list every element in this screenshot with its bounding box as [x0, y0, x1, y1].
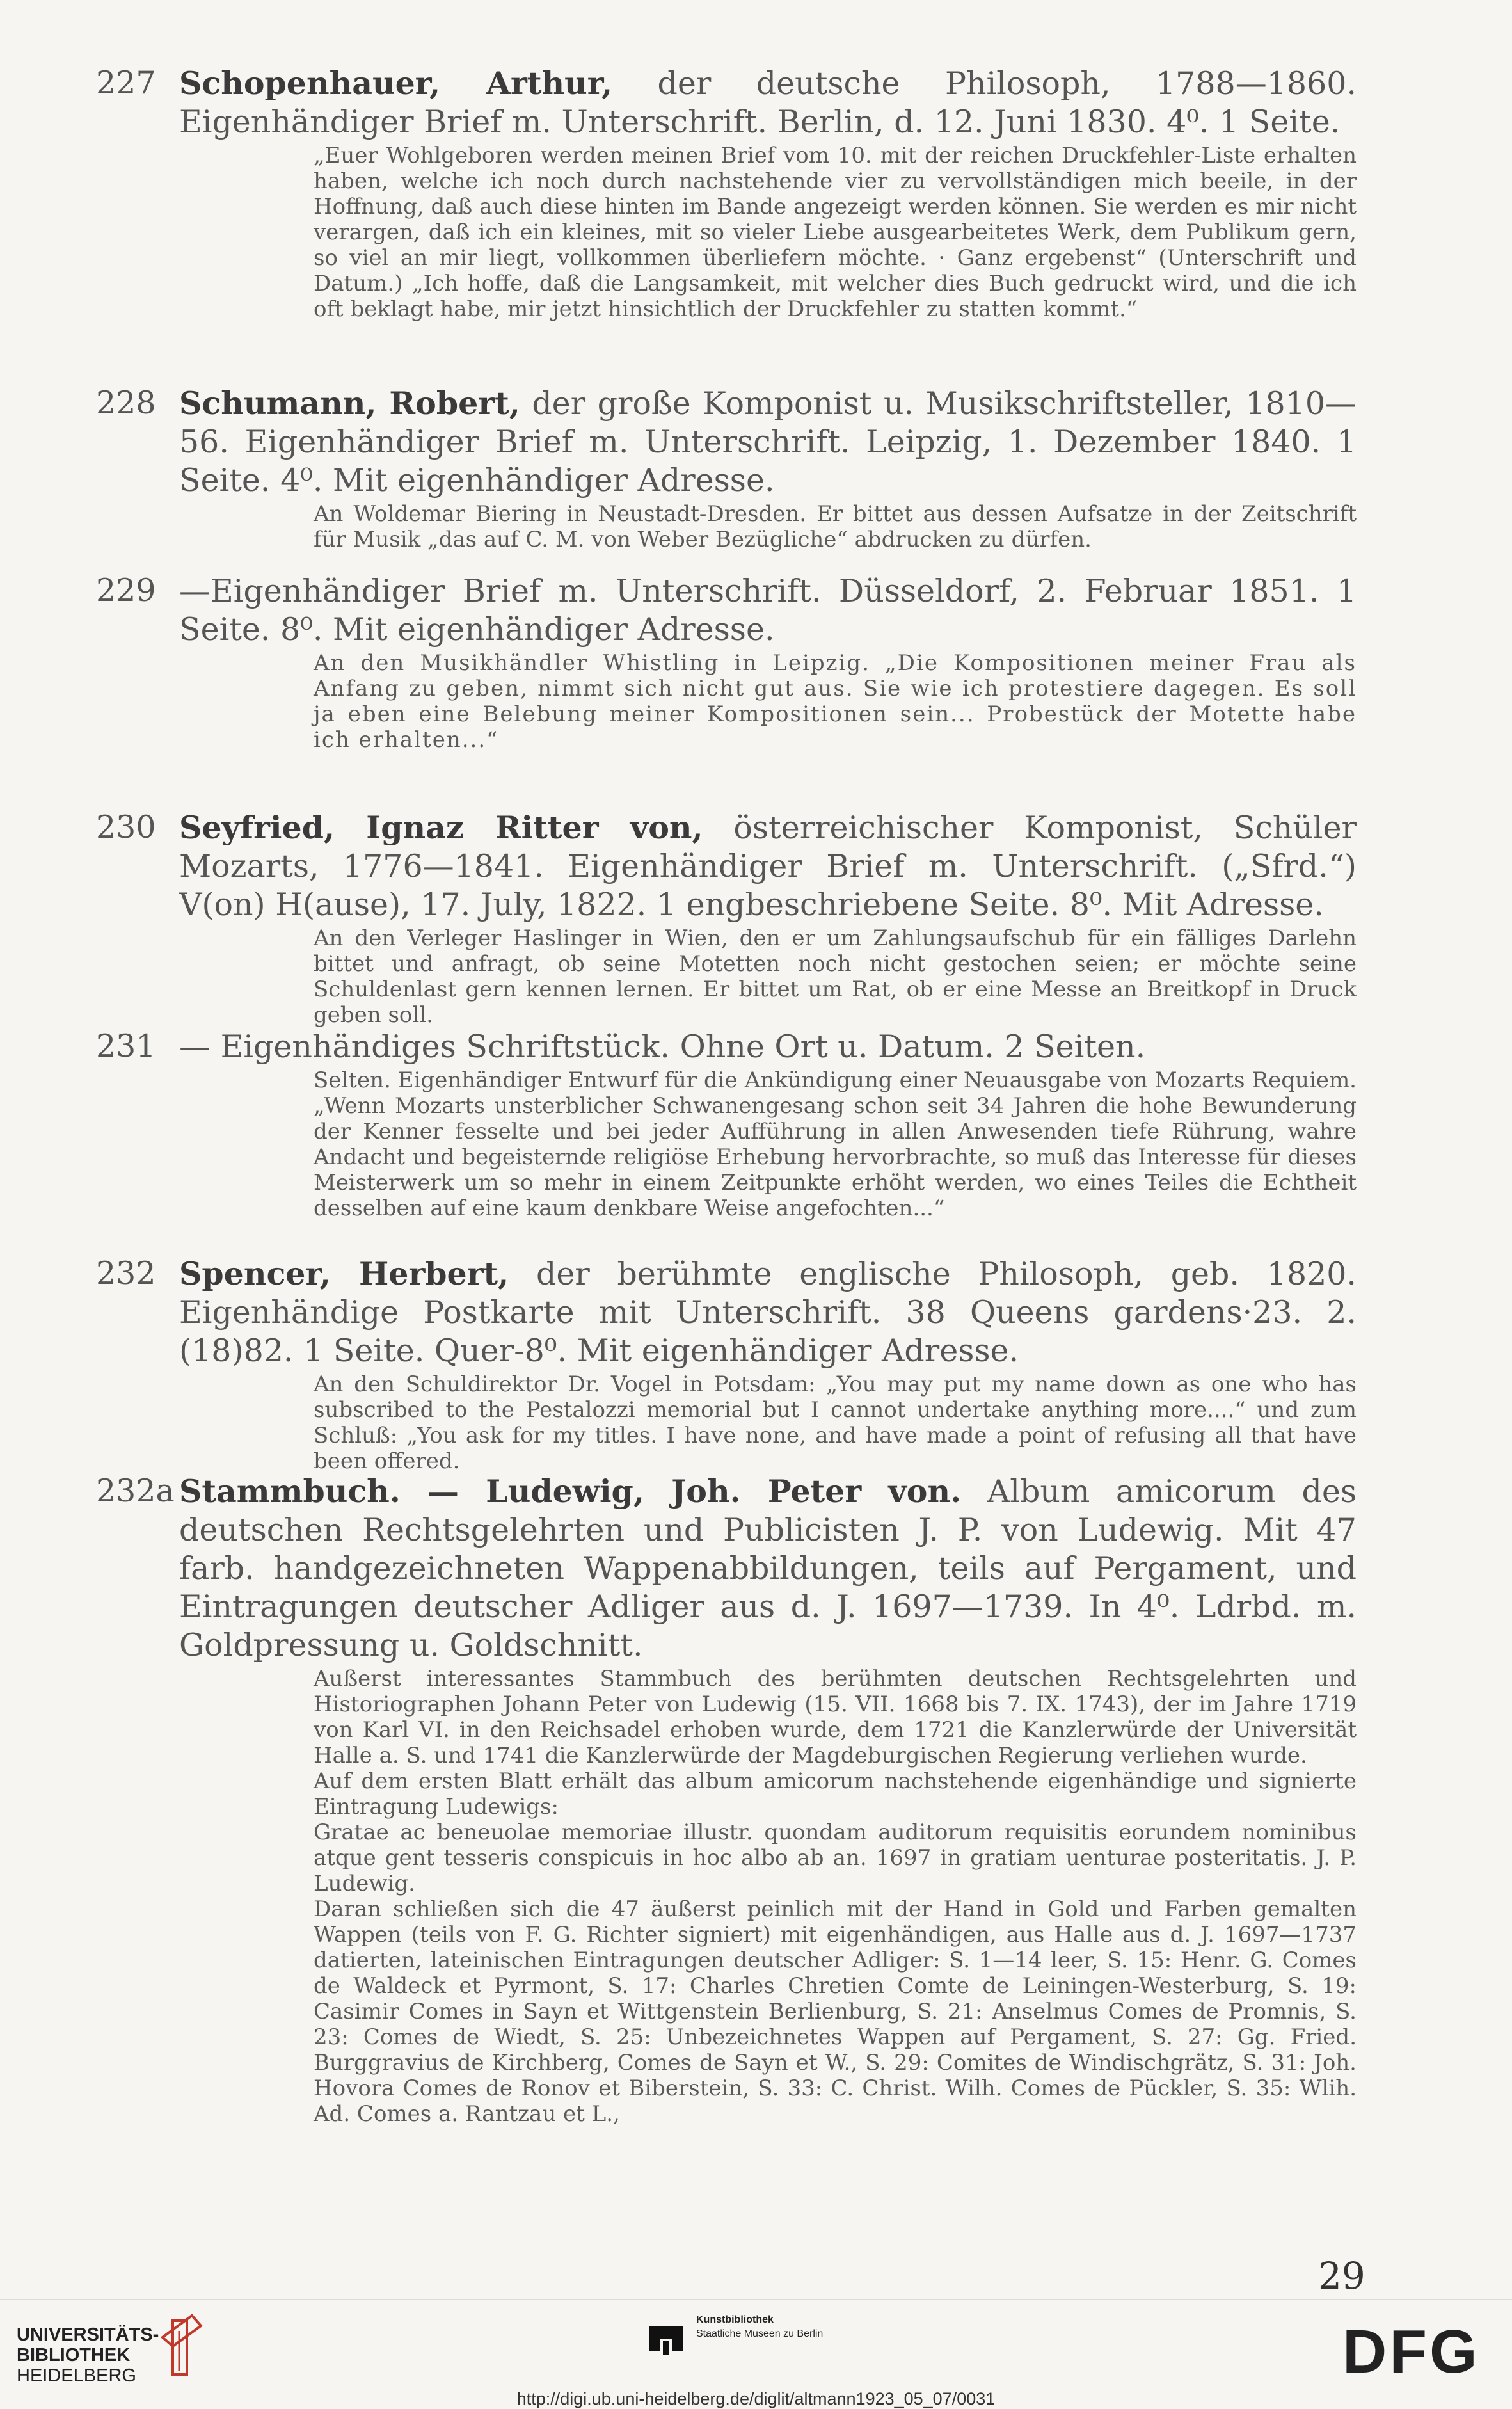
catalog-entry-232: [96, 1254, 1357, 1474]
footer-divider: [0, 2299, 1512, 2300]
entry-description: An Woldemar Biering in Neustadt-Dresden. Er bittet aus dessen Aufsatze in der Zeitschrift für Musik „das auf C. M. von Weber Bezügliche“ abdrucken zu dürfen.: [314, 501, 1357, 552]
entry-title: Album amicorum des deutschen Rechtsgelehrten und Publicisten J. P. von Ludewig. Mit 47 farb. handgezeichneten Wappenabbildungen, teils auf Pergament, und Eintragungen deutscher Adliger aus d. J. 1697—1739. In 4⁰. Ldrbd. m. Goldpressung u. Goldschnitt.: [179, 1473, 1357, 1663]
entry-title: österreichischer Komponist, Schüler Mozarts, 1776—1841. Eigenhändiger Brief m. Unterschrift. („Sfrd.“) V(on) H(ause), 17. July, 1822. 1 engbeschriebene Seite. 8⁰. Mit Adresse.: [179, 810, 1357, 923]
entry-heading: [179, 64, 1357, 141]
entry-heading: [179, 1027, 1357, 1066]
catalog-entry-227: [96, 64, 1357, 322]
entry-number: 232: [96, 1255, 156, 1292]
entry-number: 230: [96, 809, 156, 845]
page-number: 29: [1318, 2254, 1365, 2298]
entry-number: 231: [96, 1028, 156, 1064]
catalog-entry-232a: [96, 1472, 1357, 2127]
entry-title: der deutsche Philosoph, 1788—1860. Eigenhändiger Brief m. Unterschrift. Berlin, d. 12. Juni 1830. 4⁰. 1 Seite.: [179, 65, 1357, 140]
entry-name: Seyfried, Ignaz Ritter von,: [179, 809, 703, 846]
catalog-entry-229: [96, 572, 1357, 753]
entry-description: [314, 1666, 1357, 2127]
entry-number: 232a: [96, 1473, 175, 1509]
entry-number: 228: [96, 385, 156, 421]
description-paragraph: Gratae ac beneuolae memoriae illustr. quondam auditorum requisitis eorundem nominibus atque gent tesseris conspicuis in hoc albo ab an. 1697 in gratiam uenturae posteritatis. J. P. Ludewig.: [314, 1820, 1357, 1896]
catalog-entry-231: [96, 1027, 1357, 1221]
entry-heading: [179, 808, 1357, 924]
entry-name: Spencer, Herbert,: [179, 1255, 509, 1292]
description-paragraph: Daran schließen sich die 47 äußerst peinlich mit der Hand in Gold und Farben gemalten Wappen (teils von F. G. Richter signiert) mit eigenhändigen, aus Halle aus d. J. 1697—1737 datierten, lateinischen Eintragungen deutscher Adliger: S. 1—14 leer, S. 15: Henr. G. Comes de Waldeck et Pyrmont, S. 17: Charles Chretien Comte de Leiningen-Westerburg, S. 19: Casimir Comes in Sayn et Wittgenstein Berlienburg, S. 21: Anselmus Comes de Promnis, S. 23: Comes de Wiedt, S. 25: Unbezeichnetes Wappen auf Pergament, S. 27: Gg. Fried. Burggravius de Kirchberg, Comes de Sayn et W., S. 29: Comites de Windischgrätz, S. 31: Joh. Hovora Comes de Ronov et Biberstein, S. 33: C. Christ. Wilh. Comes de Pückler, S. 35: Wlih. Ad. Comes a. Rantzau et L.,: [314, 1896, 1357, 2127]
entry-number: 229: [96, 572, 156, 609]
catalog-entry-228: [96, 384, 1357, 552]
ub-heidelberg-logo: [17, 2325, 159, 2386]
kunstbibliothek-icon: [646, 2319, 686, 2358]
ub-mark-icon: [154, 2312, 212, 2378]
entry-description: Selten. Eigenhändiger Entwurf für die Ankündigung einer Neuausgabe von Mozarts Requiem. „Wenn Mozarts unsterblicher Schwanengesang schon seit 34 Jahren die hohe Bewunderung der Kenner fesselte und bei jeder Aufführung in allen Anwesenden tiefe Rührung, wahre Andacht und begeisternde religiöse Erhebung hervorbrachte, so muß das Interesse für dieses Meisterwerk um so mehr in einem Zeitpunkte erhöht werden, wo eines Teiles die Echtheit desselben auf eine kaum denkbare Weise angefochten...“: [314, 1068, 1357, 1221]
entry-heading: [179, 1472, 1357, 1665]
catalog-entry-230: [96, 808, 1357, 1028]
entry-description: An den Verleger Haslinger in Wien, den er um Zahlungsaufschub für ein fälliges Darlehn bittet und anfragt, ob seine Motetten noch nicht gestochen seien; er möchte seine Schuldenlast gern kennen lernen. Er bittet um Rat, ob er eine Messe an Breitkopf in Druck geben soll.: [314, 925, 1357, 1028]
entry-title: —Eigenhändiger Brief m. Unterschrift. Düsseldorf, 2. Februar 1851. 1 Seite. 8⁰. Mit eigenhändiger Adresse.: [179, 573, 1357, 648]
entry-title: der berühmte englische Philosoph, geb. 1820. Eigenhändige Postkarte mit Unterschrift. 38 Queens gardens·23. 2. (18)82. 1 Seite. Quer-8⁰. Mit eigenhändiger Adresse.: [179, 1256, 1357, 1369]
description-paragraph: Außerst interessantes Stammbuch des berühmten deutschen Rechtsgelehrten und Historiographen Johann Peter von Ludewig (15. VII. 1668 bis 7. IX. 1743), der im Jahre 1719 von Karl VI. in den Reichsadel erhoben wurde, dem 1721 die Kanzlerwürde der Universität Halle a. S. und 1741 die Kanzlerwürde der Magdeburgischen Regierung verliehen wurde.: [314, 1666, 1357, 1768]
ub-logo-line: BIBLIOTHEK: [17, 2345, 131, 2365]
source-url[interactable]: http://digi.ub.uni-heidelberg.de/diglit/altmann1923_05_07/0031: [516, 2389, 996, 2408]
ub-logo-line: HEIDELBERG: [17, 2365, 136, 2386]
entry-heading: [179, 1254, 1357, 1370]
entry-description: „Euer Wohlgeboren werden meinen Brief vom 10. mit der reichen Druckfehler-Liste erhalten haben, welche ich noch durch nachstehende vier zu vervollständigen mich beeile, in der Hoffnung, daß auch diese hinten im Bande angezeigt werden können. Sie werden es mir nicht verargen, daß ich ein kleines, mit so vieler Liebe ausgearbeitetes Werk, dem Publikum gern, so viel an mir liegt, vollkommen überliefern möchte. · Ganz ergebenst“ (Unterschrift und Datum.) „Ich hoffe, daß die Langsamkeit, mit welcher dies Buch gedruckt wird, und die ich oft beklagt habe, mir jetzt hinsichtlich der Druckfehler zu statten kommt.“: [314, 143, 1357, 322]
kunstbibliothek-subtitle: Staatliche Museen zu Berlin: [696, 2328, 824, 2339]
entry-name: Schumann, Robert,: [179, 385, 520, 422]
dfg-logo: DFG: [1342, 2317, 1480, 2386]
entry-heading: [179, 572, 1357, 649]
entry-number: 227: [96, 65, 156, 101]
entry-description: An den Schuldirektor Dr. Vogel in Potsdam: „You may put my name down as one who has subscribed to the Pestalozzi memorial but I cannot undertake anything more....“ und zum Schluß: „You ask for my titles. I have none, and have made a point of refusing all that have been offered.: [314, 1372, 1357, 1474]
entry-name: Stammbuch. — Ludewig, Joh. Peter von.: [179, 1473, 962, 1510]
description-paragraph: Auf dem ersten Blatt erhält das album amicorum nachstehende eigenhändige und signierte Eintragung Ludewigs:: [314, 1768, 1357, 1820]
kunstbibliothek-name: Kunstbibliothek: [696, 2314, 774, 2325]
entry-name: Schopenhauer, Arthur,: [179, 65, 613, 102]
ub-logo-line: UNIVERSITÄTS-: [17, 2325, 159, 2345]
entry-title: der große Komponist u. Musikschriftsteller, 1810—56. Eigenhändiger Brief m. Unterschrift. Leipzig, 1. Dezember 1840. 1 Seite. 4⁰. Mit eigenhändiger Adresse.: [179, 385, 1357, 499]
entry-description: An den Musikhändler Whistling in Leipzig. „Die Kompositionen meiner Frau als Anfang zu geben, nimmt sich nicht gut aus. Sie wie ich protestiere dagegen. Es soll ja eben eine Belebung meiner Kompositionen sein... Probestück der Motette habe ich erhalten...“: [314, 650, 1357, 753]
entry-heading: [179, 384, 1357, 500]
entry-title: — Eigenhändiges Schriftstück. Ohne Ort u. Datum. 2 Seiten.: [179, 1028, 1146, 1065]
